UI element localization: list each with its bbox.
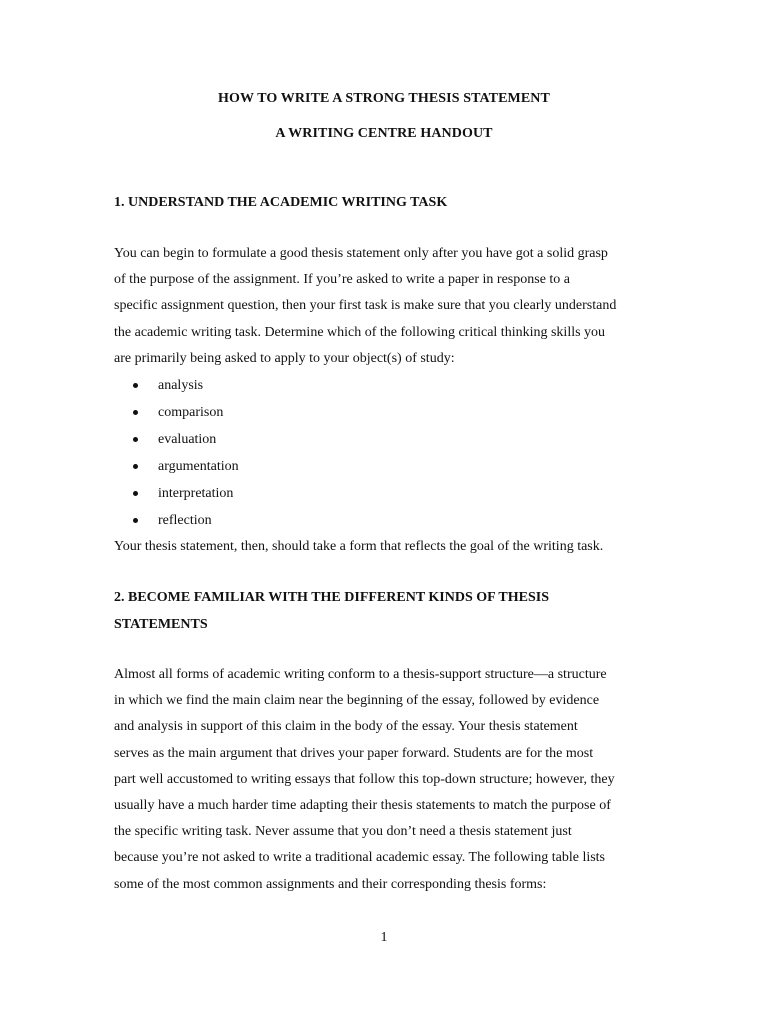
bullet-icon bbox=[133, 491, 138, 496]
paragraph-line: of the purpose of the assignment. If you’re asked to write a paper in response to a bbox=[114, 272, 571, 288]
paragraph-line: Almost all forms of academic writing conform to a thesis-support structure—a structure bbox=[114, 667, 607, 682]
paragraph-line: some of the most common assignments and their corresponding thesis forms: bbox=[114, 876, 547, 892]
section-1-paragraph bbox=[114, 241, 674, 372]
list-item bbox=[114, 399, 239, 426]
document-subtitle: A WRITING CENTRE HANDOUT bbox=[275, 126, 493, 141]
list-item-label: analysis bbox=[158, 378, 204, 393]
section-2-heading bbox=[114, 585, 549, 638]
paragraph-line: the specific writing task. Never assume that you don’t need a thesis statement just bbox=[114, 824, 572, 840]
list-item bbox=[114, 372, 239, 399]
document-title: HOW TO WRITE A STRONG THESIS STATEMENT bbox=[218, 91, 550, 106]
paragraph-line: usually have a much harder time adapting their thesis statements to match the purpose of bbox=[114, 798, 611, 814]
bullet-icon bbox=[133, 383, 138, 388]
list-item bbox=[114, 507, 239, 534]
list-item bbox=[114, 453, 239, 480]
critical-thinking-skills-list bbox=[114, 372, 239, 534]
list-item-label: comparison bbox=[158, 405, 224, 420]
paragraph-line: serves as the main argument that drives your paper forward. Students are for the most bbox=[114, 745, 594, 761]
paragraph-line: specific assignment question, then your first task is make sure that you clearly understand bbox=[114, 298, 617, 314]
section-1-heading: 1. UNDERSTAND THE ACADEMIC WRITING TASK bbox=[114, 195, 448, 210]
list-item-label: interpretation bbox=[158, 486, 234, 501]
paragraph-line: are primarily being asked to apply to your object(s) of study: bbox=[114, 350, 455, 366]
paragraph-line: You can begin to formulate a good thesis statement only after you have got a solid grasp bbox=[114, 246, 608, 261]
paragraph-line: in which we find the main claim near the beginning of the essay, followed by evidence bbox=[114, 693, 600, 709]
page-number: 1 bbox=[380, 930, 388, 945]
paragraph-line: part well accustomed to writing essays that follow this top-down structure; however, they bbox=[114, 771, 615, 787]
paragraph-line: because you’re not asked to write a traditional academic essay. The following table lists bbox=[114, 850, 606, 866]
paragraph-line: the academic writing task. Determine which of the following critical thinking skills you bbox=[114, 324, 606, 340]
bullet-icon bbox=[133, 464, 138, 469]
bullet-icon bbox=[133, 410, 138, 415]
heading-line: 2. BECOME FAMILIAR WITH THE DIFFERENT KINDS OF THESIS bbox=[114, 590, 549, 605]
list-item-label: evaluation bbox=[158, 432, 217, 447]
heading-line: STATEMENTS bbox=[114, 616, 208, 632]
bullet-icon bbox=[133, 437, 138, 442]
paragraph-line: and analysis in support of this claim in the body of the essay. Your thesis statement bbox=[114, 719, 578, 735]
list-item bbox=[114, 426, 239, 453]
section-1-closing: Your thesis statement, then, should take a form that reflects the goal of the writing task. bbox=[114, 539, 604, 554]
list-item-label: reflection bbox=[158, 513, 212, 528]
section-2-paragraph bbox=[114, 662, 674, 898]
bullet-icon bbox=[133, 518, 138, 523]
list-item-label: argumentation bbox=[158, 459, 239, 474]
list-item bbox=[114, 480, 239, 507]
